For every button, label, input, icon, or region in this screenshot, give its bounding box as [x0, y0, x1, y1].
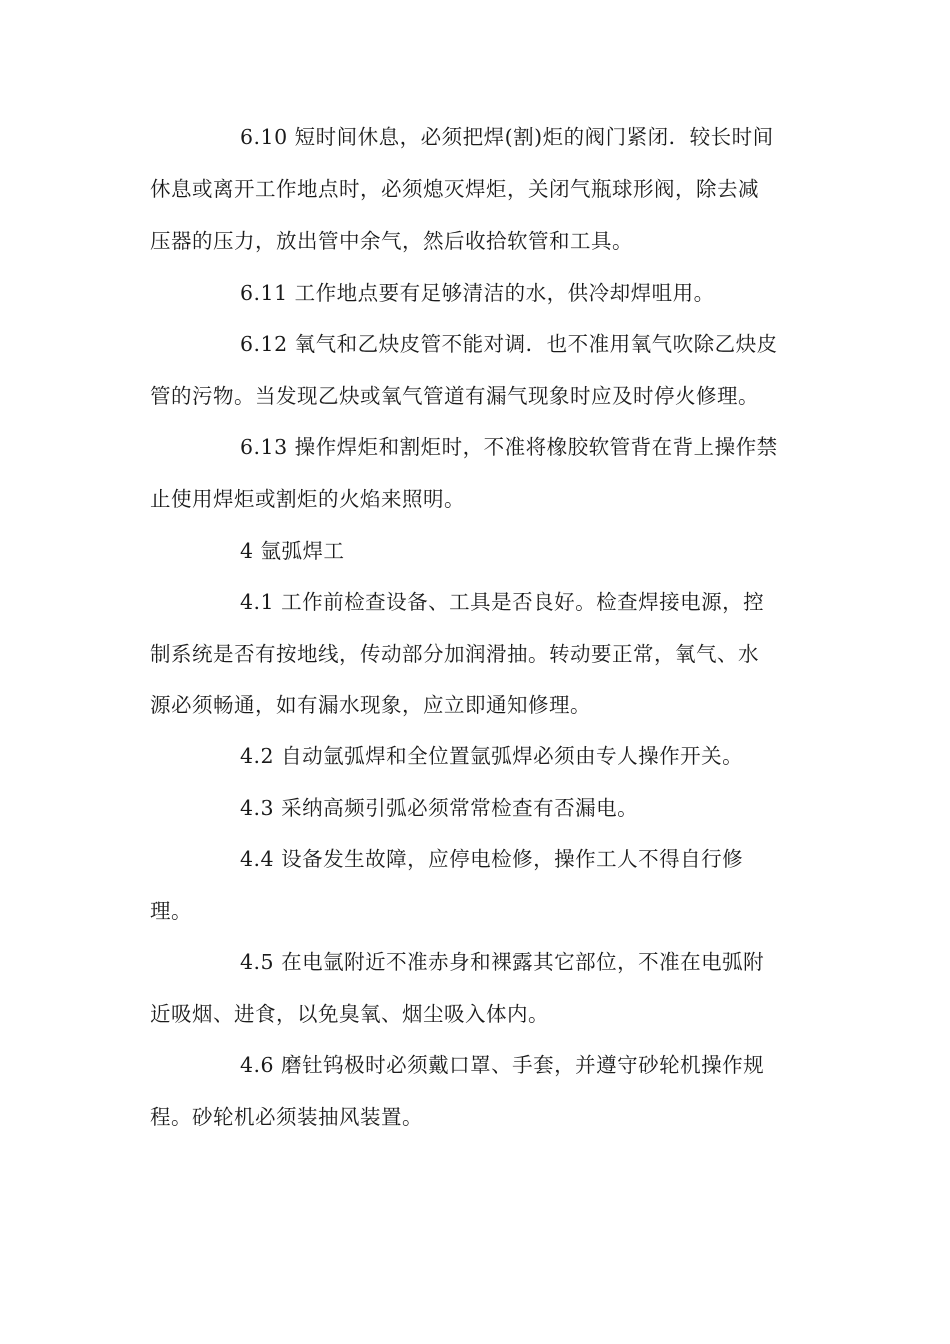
text-line: 压器的压力，放出管中余气，然后收拾软管和工具。 [150, 229, 633, 253]
text-line: 理。 [150, 899, 192, 923]
text-line: 4.2 自动氩弧焊和全位置氩弧焊必须由专人操作开关。 [240, 744, 744, 768]
text-line: 4.4 设备发生故障，应停电检修，操作工人不得自行修 [240, 847, 744, 871]
text-line: 6.10 短时间休息，必须把焊(割)炬的阀门紧闭．较长时间 [240, 125, 774, 149]
text-line: 休息或离开工作地点时，必须熄灭焊炬，关闭气瓶球形阀，除去减 [150, 177, 759, 201]
text-line: 止使用焊炬或割炬的火焰来照明。 [150, 487, 465, 511]
text-line: 4.1 工作前检查设备、工具是否良好。检查焊接电源，控 [240, 590, 765, 614]
text-line: 4.5 在电氩附近不准赤身和裸露其它部位，不准在电弧附 [240, 950, 765, 974]
text-line: 制系统是否有按地线，传动部分加润滑抽。转动要正常，氧气、水 [150, 642, 759, 666]
text-line: 4.6 磨钍钨极时必须戴口罩、手套，并遵守砂轮机操作规 [240, 1053, 765, 1077]
text-line: 管的污物。当发现乙炔或氧气管道有漏气现象时应及时停火修理。 [150, 384, 759, 408]
section-heading: 4 氩弧焊工 [240, 539, 345, 563]
text-line: 6.12 氧气和乙炔皮管不能对调．也不准用氧气吹除乙炔皮 [240, 332, 778, 356]
text-line: 源必须畅通，如有漏水现象，应立即通知修理。 [150, 693, 591, 717]
text-line: 4.3 采纳高频引弧必须常常检查有否漏电。 [240, 796, 639, 820]
text-line: 6.13 操作焊炬和割炬时，不准将橡胶软管背在背上操作禁 [240, 435, 778, 459]
text-line: 程。砂轮机必须装抽风装置。 [150, 1105, 423, 1129]
text-line: 6.11 工作地点要有足够清洁的水，供冷却焊咀用。 [240, 281, 715, 305]
text-line: 近吸烟、进食，以免臭氧、烟尘吸入体内。 [150, 1002, 549, 1026]
